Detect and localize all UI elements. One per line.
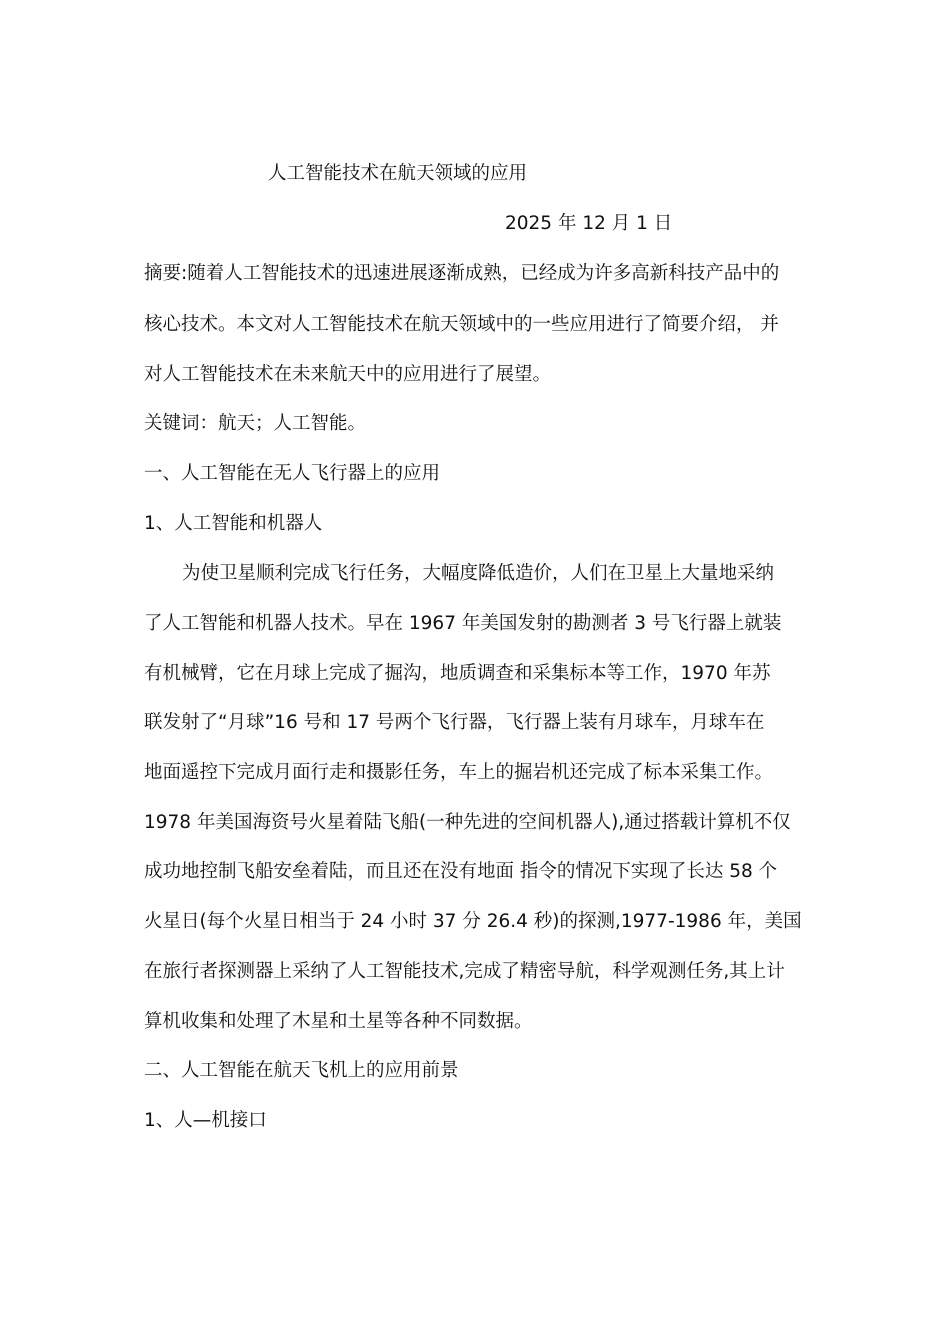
section-1-subheading: 1、人工智能和机器人 <box>144 513 323 534</box>
section-1-heading: 一、人工智能在无人飞行器上的应用 <box>144 463 441 484</box>
paragraph-line-4: 联发射了“月球”16 号和 17 号两个飞行器，飞行器上装有月球车，月球车在 <box>144 712 765 733</box>
paragraph-line-9: 在旅行者探测器上采纳了人工智能技术,完成了精密导航，科学观测任务,其上计 <box>144 961 785 982</box>
paragraph-line-5: 地面遥控下完成月面行走和摄影任务，车上的掘岩机还完成了标本采集工作。 <box>144 762 774 783</box>
keywords-line: 关键词：航天；人工智能。 <box>144 413 367 434</box>
abstract-line-2: 核心技术。本文对人工智能技术在航天领域中的一些应用进行了简要介绍， 并 <box>144 314 779 335</box>
section-2-subheading: 1、人—机接口 <box>144 1110 267 1131</box>
paragraph-line-3: 有机械臂，它在月球上完成了掘沟，地质调查和采集标本等工作，1970 年苏 <box>144 663 771 684</box>
paragraph-line-2: 了人工智能和机器人技术。早在 1967 年美国发射的勘测者 3 号飞行器上就装 <box>144 613 782 634</box>
paragraph-line-10: 算机收集和处理了木星和土星等各种不同数据。 <box>144 1011 533 1032</box>
section-2-heading: 二、人工智能在航天飞机上的应用前景 <box>144 1060 459 1081</box>
abstract-line-3: 对人工智能技术在未来航天中的应用进行了展望。 <box>144 364 552 385</box>
paragraph-line-6: 1978 年美国海资号火星着陆飞船(一种先进的空间机器人),通过搭载计算机不仅 <box>144 812 791 833</box>
document-date: 2025 年 12 月 1 日 <box>505 213 673 234</box>
paragraph-line-8: 火星日(每个火星日相当于 24 小时 37 分 26.4 秒)的探测,1977-1986 年，美国 <box>144 911 802 932</box>
paragraph-line-1: 为使卫星顺利完成飞行任务，大幅度降低造价，人们在卫星上大量地采纳 <box>182 563 775 584</box>
abstract-line-1: 摘要:随着人工智能技术的迅速进展逐渐成熟，已经成为许多高新科技产品中的 <box>144 263 780 284</box>
paragraph-line-7: 成功地控制飞船安垒着陆，而且还在没有地面 指令的情况下实现了长达 58 个 <box>144 861 778 882</box>
document-title: 人工智能技术在航天领域的应用 <box>268 163 528 184</box>
